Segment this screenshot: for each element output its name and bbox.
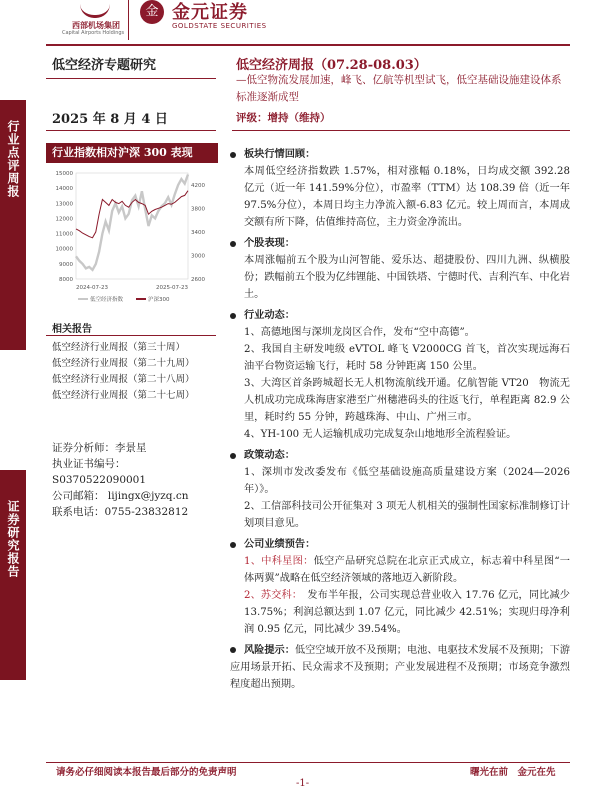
company-1-text: 低空产品研究总院在北京正式成立，标志着中科星图“一体两翼”战略在低空经济领域的落地迈入新阶段。 <box>244 556 570 584</box>
analyst-name: 证券分析师：李景星 <box>52 442 147 454</box>
policy-item: 1、深圳市发改委发布《低空基础设施高质量建设方案（2024—2026 年）》。 <box>244 467 570 495</box>
risk-text: 低空空域开放不及预期；电池、电驱技术发展不及预期；下游应用场景开拓、民众需求不及预期；产业发展进程不及预期；市场竞争激烈程度超出预期。 <box>230 645 570 690</box>
y-right-tick-label: 3400 <box>191 229 205 236</box>
chart-title: 行业指数相对沪深 300 表现 <box>46 143 218 163</box>
cert-label: 执业证书编号： <box>52 458 126 470</box>
bullet-icon <box>230 647 236 653</box>
industry-item: 1、高德地图与深圳龙岗区合作，发布“空中高德”。 <box>244 327 475 338</box>
report-date: 2025 年 8 月 4 日 <box>52 112 168 127</box>
sidebar-bottom-band <box>0 470 26 680</box>
report-type-label: 行业点评周报 <box>6 120 20 198</box>
section-heading: 个股表现： <box>244 237 295 249</box>
y-left-tick-label: 14000 <box>55 186 73 193</box>
market-text: 本周低空经济指数跌 1.57%，相对涨幅 0.18%，日均成交额 392.28 亿元（近一年 141.59%分位），市盈率（TTM）达 108.39 倍（近一年 97.5%分位），本周日均主力净流入额-6.83 亿元。较上周而言，本周成交额有所下降，估值维持高位，主力资金净流出。 <box>244 166 570 228</box>
section-market <box>230 146 570 163</box>
y-left-tick-label: 12000 <box>55 216 73 223</box>
topic-rule <box>46 78 216 79</box>
report-subtitle: —低空物流发展加速，峰飞、亿航等机型试飞，低空基础设施建设体系标准逐渐成型 <box>236 74 562 103</box>
report-body <box>230 146 570 693</box>
y-left-tick-label: 9000 <box>59 261 73 268</box>
y-left-tick-label: 10000 <box>55 246 73 253</box>
goldstate-logo-icon: 金 <box>140 0 164 24</box>
date-rule <box>46 130 216 131</box>
related-report-item[interactable]: 低空经济行业周报（第二十八周） <box>52 374 195 385</box>
header-divider <box>128 0 129 40</box>
bullet-icon <box>230 542 236 548</box>
related-reports-title: 相关报告 <box>52 324 92 335</box>
y-left-tick-label: 11000 <box>55 231 73 238</box>
footer-rule <box>46 762 570 763</box>
index-chart <box>46 143 218 313</box>
y-right-tick-label: 2600 <box>191 277 205 283</box>
section-policy <box>230 447 570 464</box>
bullet-icon <box>230 313 236 319</box>
page-number: -1- <box>296 778 310 789</box>
x-tick-label: 2025-07-23 <box>156 285 188 291</box>
company-2-label: 2、苏交科： <box>244 590 298 601</box>
sidebar-top-band <box>0 100 26 350</box>
y-left-tick-label: 15000 <box>55 171 73 177</box>
y-left-tick-label: 8000 <box>59 277 73 283</box>
airport-logo-cn: 西部机场集团 <box>72 20 120 30</box>
plot-frame <box>76 173 188 279</box>
cert-number: S0370522090001 <box>52 474 147 486</box>
brand-name-cn: 金元证券 <box>172 2 248 23</box>
company-item-1 <box>230 553 570 587</box>
brand-name-en: GOLDSTATE SECURITIES <box>172 22 267 30</box>
related-reports-rule <box>46 335 216 336</box>
y-right-tick-label: 3800 <box>191 206 205 213</box>
research-report-label: 证券研究报告 <box>6 500 20 578</box>
section-stocks <box>230 235 570 252</box>
policy-item: 2、工信部科技司公开征集对 3 项无人机相关的强制性国家标准制修订计划项目意见。 <box>244 501 570 529</box>
industry-item: 2、我国自主研发吨级 eVTOL 峰飞 V2000CG 首飞，首次实现远海石油平台物资运输飞行，耗时 58 分钟距离 150 公里。 <box>244 344 570 372</box>
section-heading: 板块行情回顾： <box>244 148 316 160</box>
risk-heading: 风险提示： <box>244 644 295 656</box>
topic-title: 低空经济专题研究 <box>52 58 157 73</box>
x-tick-label: 2024-07-23 <box>76 285 108 291</box>
company-2-text: 发布半年报，公司实现总营业收入 17.76 亿元，同比减少 13.75%；利润总额达到 1.07 亿元，同比减少 42.51%；实现归母净利润 0.95 亿元，同比减少 39.54%。 <box>244 590 570 635</box>
related-reports-list <box>52 340 195 404</box>
disclaimer-link[interactable]: 请务必仔细阅读本报告最后部分的免责声明 <box>56 767 237 778</box>
legend-label: 沪深300 <box>148 297 170 303</box>
analyst-phone: 联系电话：0755-23832812 <box>52 506 189 518</box>
footer-slogan: 曙光在前 金元在先 <box>470 767 556 778</box>
legend-label: 低空经济指数 <box>90 297 124 303</box>
section-company <box>230 536 570 553</box>
main-rule <box>232 130 570 131</box>
related-report-item[interactable]: 低空经济行业周报（第二十七周） <box>52 390 195 401</box>
industry-item: 4、YH-100 无人运输机成功完成复杂山地地形全流程验证。 <box>244 429 517 440</box>
airport-emblem-icon <box>80 0 110 18</box>
y-right-tick-label: 4200 <box>191 182 205 189</box>
stocks-text: 本周涨幅前五个股为山河智能、爱乐达、超捷股份、四川九洲、纵横股份；跌幅前五个股为亿纬锂能、中国铁塔、宁德时代、吉利汽车、中化岩土。 <box>244 255 570 300</box>
bullet-icon <box>230 152 236 158</box>
bullet-icon <box>230 241 236 247</box>
industry-item: 3、大湾区首条跨城超长无人机物流航线开通。亿航智能 VT20 物流无人机成功完成珠海唐家港至广州穗港码头的往返飞行，单程距离 82.9 公里，耗时约 55 分钟，跨越珠海、中山、广州三市。 <box>244 378 570 423</box>
chart-canvas <box>46 163 218 313</box>
related-report-item[interactable]: 低空经济行业周报（第三十周） <box>52 342 186 353</box>
report-title: 低空经济周报（07.28-08.03） <box>236 58 427 73</box>
section-heading: 政策动态： <box>244 449 295 461</box>
series-line-csi300 <box>76 191 188 238</box>
y-right-tick-label: 3000 <box>191 253 205 260</box>
airport-logo-en: Capital Airports Holdings <box>62 30 125 36</box>
rating-badge: 评级：增持（维持） <box>236 112 331 124</box>
header-rule <box>46 44 570 46</box>
bullet-icon <box>230 453 236 459</box>
related-report-item[interactable]: 低空经济行业周报（第二十九周） <box>52 358 195 369</box>
section-heading: 行业动态： <box>244 309 295 321</box>
company-1-label: 1、中科星图： <box>244 556 314 567</box>
section-industry <box>230 307 570 324</box>
series-line-industry-index <box>76 175 188 270</box>
risk-warning <box>230 642 570 693</box>
analyst-info <box>52 440 189 520</box>
section-heading: 公司业绩预告： <box>244 538 316 550</box>
analyst-email[interactable]: 公司邮箱： lijingx@jyzq.cn <box>52 490 189 502</box>
company-item-2 <box>230 587 570 638</box>
y-left-tick-label: 13000 <box>55 201 73 208</box>
airport-logo <box>50 0 150 40</box>
